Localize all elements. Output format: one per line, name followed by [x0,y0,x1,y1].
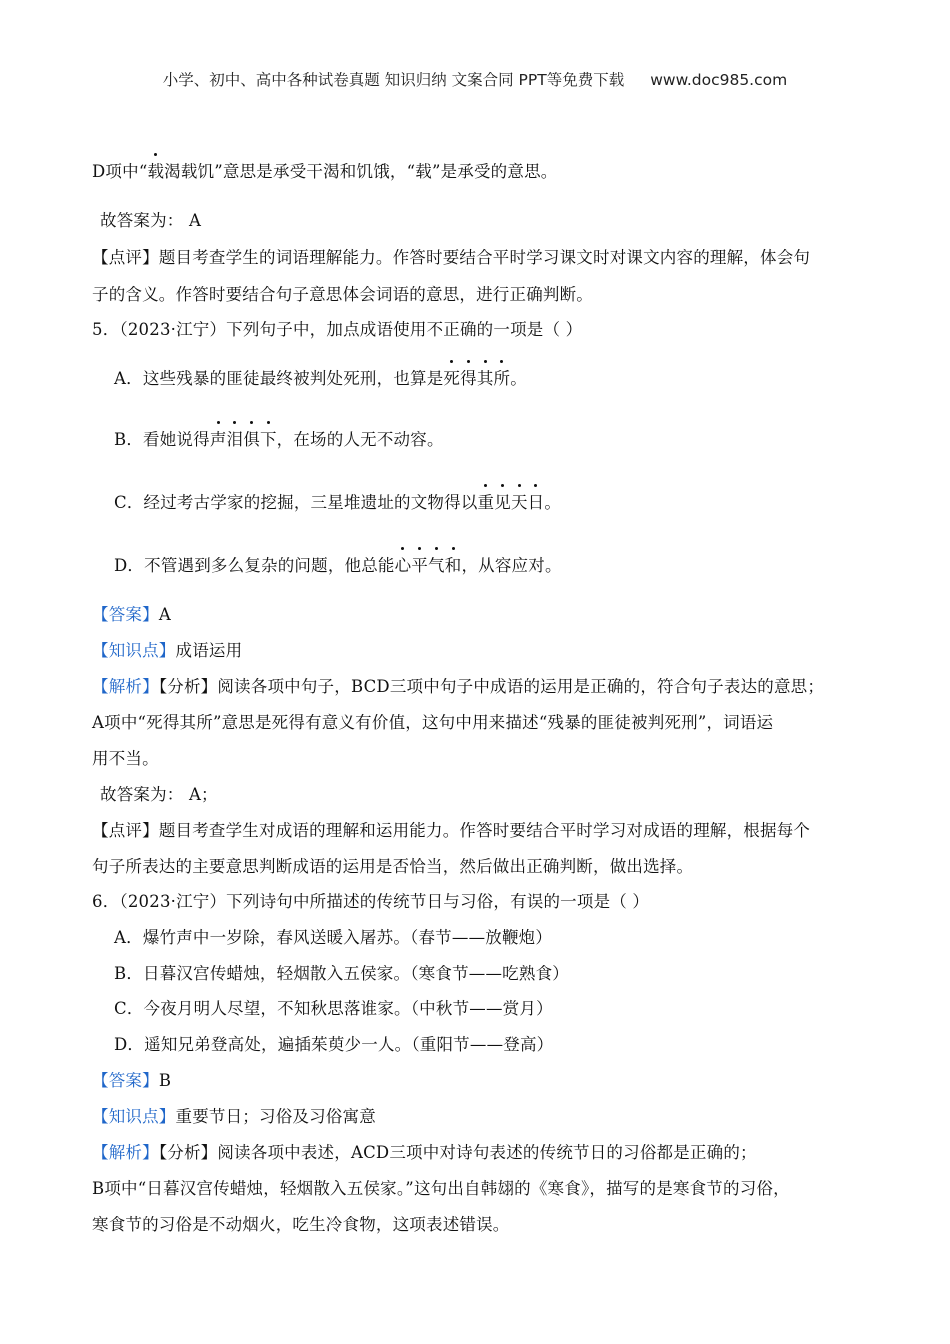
q5-review-cont: 句子所表达的主要意思判断成语的运用是否恰当，然后做出正确判断，做出选择。 [92,857,694,876]
q6-analysis-cont-1: B项中“日暮汉宫传蜡烛，轻烟散入五侯家。”这句出自韩翃的《寒食》，描写的是寒食节的习俗， [92,1179,790,1198]
page-header [0,68,950,90]
q6-stem: 6．（2023·江宁）下列诗句中所描述的传统节日与习俗，有误的一项是（ ） [92,892,650,911]
review-tag: 【点评】 [92,821,159,840]
q6-option-a: A．爆竹声中一岁除，春风送暖入屠苏。（春节——放鞭炮） [114,928,553,947]
prev-answer: 故答案为： A [100,211,202,230]
q5-option-a: A．这些残暴的匪徒最终被判处死刑，也算是死得其所。 [114,365,527,389]
q5-final-answer: 故答案为： A； [100,785,218,804]
answer-tag: 【答案】 [92,1071,159,1090]
analysis-tag: 【解析】 [92,1143,159,1162]
knowledge-tag: 【知识点】 [92,1107,176,1126]
knowledge-tag: 【知识点】 [92,641,176,660]
q5-analysis-cont-1: A项中“死得其所”意思是死得有意义有价值，这句中用来描述“残暴的匪徒被判死刑”，词语运 [92,713,774,732]
header-text: 小学、初中、高中各种试卷真题 知识归纳 文案合同 PPT等免费下载 [162,71,625,89]
q6-option-c: C．今夜月明人尽望，不知秋思落谁家。（中秋节——赏月） [114,999,553,1018]
prev-review: 【点评】题目考查学生的词语理解能力。作答时要结合平时学习课文时对课文内容的理解，体会句 [92,248,811,267]
q6-option-d: D．遥知兄弟登高处，遍插茱萸少一人。（重阳节——登高） [114,1035,554,1054]
answer-tag: 【答案】 [92,605,159,624]
q5-analysis-cont-2: 用不当。 [92,749,159,768]
q5-option-b: B．看她说得声泪俱下，在场的人无不动容。 [114,426,444,450]
dotted-char: 载 [147,158,164,182]
q5-stem: 5．（2023·江宁）下列句子中，加点成语使用不正确的一项是（ ） [92,320,583,339]
header-link[interactable]: www.doc985.com [650,71,788,89]
q5-answer: 【答案】A [92,605,171,624]
q6-analysis: 【解析】【分析】阅读各项中表述，ACD三项中对诗句表述的传统节日的习俗都是正确的； [92,1143,757,1162]
q6-option-b: B．日暮汉宫传蜡烛，轻烟散入五侯家。（寒食节——吃熟食） [114,964,569,983]
q5-option-d: D．不管遇到多么复杂的问题，他总能心平气和，从容应对。 [114,552,562,576]
q5-option-c: C．经过考古学家的挖掘，三星堆遗址的文物得以重见天日。 [114,489,561,513]
prev-d-explanation: D项中“载渴载饥”意思是承受干渴和饥饿，“载”是承受的意思。 [92,158,557,182]
q6-analysis-cont-2: 寒食节的习俗是不动烟火，吃生冷食物，这项表述错误。 [92,1215,510,1234]
q5-knowledge-point: 【知识点】成语运用 [92,641,243,660]
q6-answer: 【答案】B [92,1071,172,1090]
q6-knowledge-point: 【知识点】重要节日；习俗及习俗寓意 [92,1107,376,1126]
q5-analysis: 【解析】【分析】阅读各项中句子，BCD三项中句子中成语的运用是正确的，符合句子表达的意思； [92,677,825,696]
analysis-tag: 【解析】 [92,677,159,696]
review-tag: 【点评】 [92,248,159,267]
prev-review-cont: 子的含义。作答时要结合句子意思体会词语的意思，进行正确判断。 [92,285,593,304]
q5-review: 【点评】题目考查学生对成语的理解和运用能力。作答时要结合平时学习对成语的理解，根据每个 [92,821,811,840]
